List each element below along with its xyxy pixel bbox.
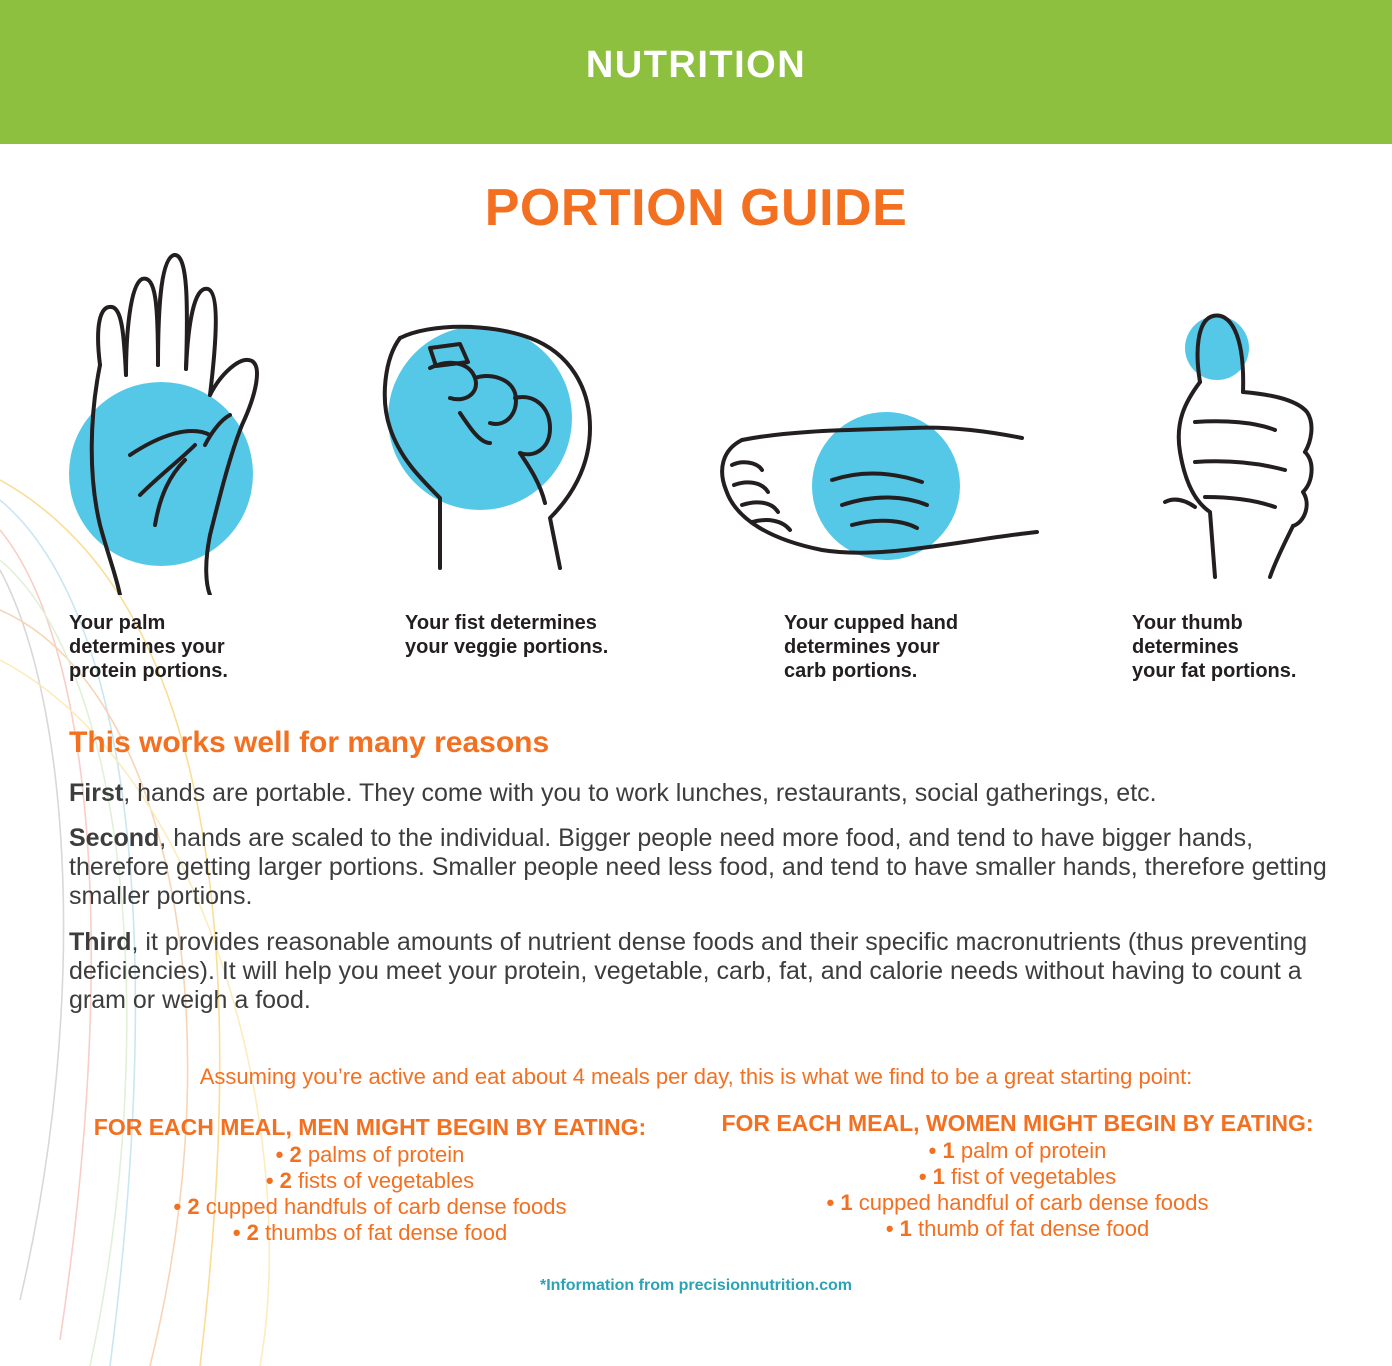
list-item: • 2 palms of protein: [275, 1142, 465, 1167]
reason-lead: Second: [69, 824, 160, 852]
caption-fist: [405, 611, 608, 659]
women-heading: FOR EACH MEAL, WOMEN MIGHT BEGIN BY EATING:: [721, 1110, 1314, 1136]
reasons-heading: This works well for many reasons: [69, 726, 550, 759]
reason-lead: First: [69, 779, 124, 807]
reason-text: , hands are scaled to the individual. Bigger people need more food, and tend to have bigger hands, therefore getting larger portions. Smaller people need less food, and tend to have smaller hands, therefore getting smaller portions.: [69, 824, 1327, 910]
list-item: • 1 thumb of fat dense food: [885, 1216, 1150, 1241]
page-title: PORTION GUIDE: [484, 179, 908, 237]
source-note: *Information from precisionnutrition.com: [539, 1277, 852, 1294]
reason-lead: Third: [69, 928, 132, 956]
cupped-hand-icon: [712, 410, 1042, 570]
caption-line: Your cupped hand: [784, 612, 959, 634]
list-item: • 1 fist of vegetables: [918, 1164, 1117, 1189]
reason-paragraph-first: [69, 779, 1329, 808]
caption-line: determines: [1132, 636, 1239, 658]
women-portions: [705, 1108, 1330, 1242]
thumb-up-hand-icon: [1155, 312, 1320, 582]
list-item: • 2 fists of vegetables: [265, 1168, 475, 1193]
caption-palm: [69, 611, 228, 683]
caption-cupped-hand: [784, 611, 958, 683]
list-item: • 1 palm of protein: [928, 1138, 1107, 1163]
closed-fist-hand-icon: [370, 318, 610, 578]
reason-text: , it provides reasonable amounts of nutrient dense foods and their specific macronutrients (thus preventing deficiencies). It will help you meet your protein, vegetable, carb, fat, and calorie needs without having to count a gram or weigh a food.: [69, 928, 1308, 1014]
list-item: • 1 cupped handful of carb dense foods: [826, 1190, 1209, 1215]
caption-line: Your palm: [69, 612, 166, 634]
reason-paragraph-third: [69, 928, 1329, 1015]
reason-text: , hands are portable. They come with you to work lunches, restaurants, social gatherings, etc.: [123, 779, 1157, 807]
caption-line: Your fist determines: [405, 612, 597, 634]
men-portions: [60, 1112, 680, 1246]
caption-line: your veggie portions.: [405, 636, 609, 658]
section-title: NUTRITION: [585, 44, 807, 86]
starting-point-text: Assuming you’re active and eat about 4 meals per day, this is what we find to be a great starting point:: [199, 1064, 1193, 1089]
men-heading: FOR EACH MEAL, MEN MIGHT BEGIN BY EATING:: [93, 1114, 647, 1140]
list-item: • 2 cupped handfuls of carb dense foods: [173, 1194, 567, 1219]
caption-line: determines your: [69, 636, 225, 658]
caption-line: your fat portions.: [1132, 660, 1297, 682]
caption-thumb: [1132, 611, 1296, 683]
caption-line: protein portions.: [69, 660, 228, 682]
list-item: • 2 thumbs of fat dense food: [232, 1220, 508, 1245]
open-palm-hand-icon: [60, 245, 280, 595]
caption-line: carb portions.: [784, 660, 918, 682]
caption-line: determines your: [784, 636, 940, 658]
header-bar: [0, 0, 1392, 144]
caption-line: Your thumb: [1132, 612, 1243, 634]
reason-paragraph-second: [69, 824, 1329, 911]
